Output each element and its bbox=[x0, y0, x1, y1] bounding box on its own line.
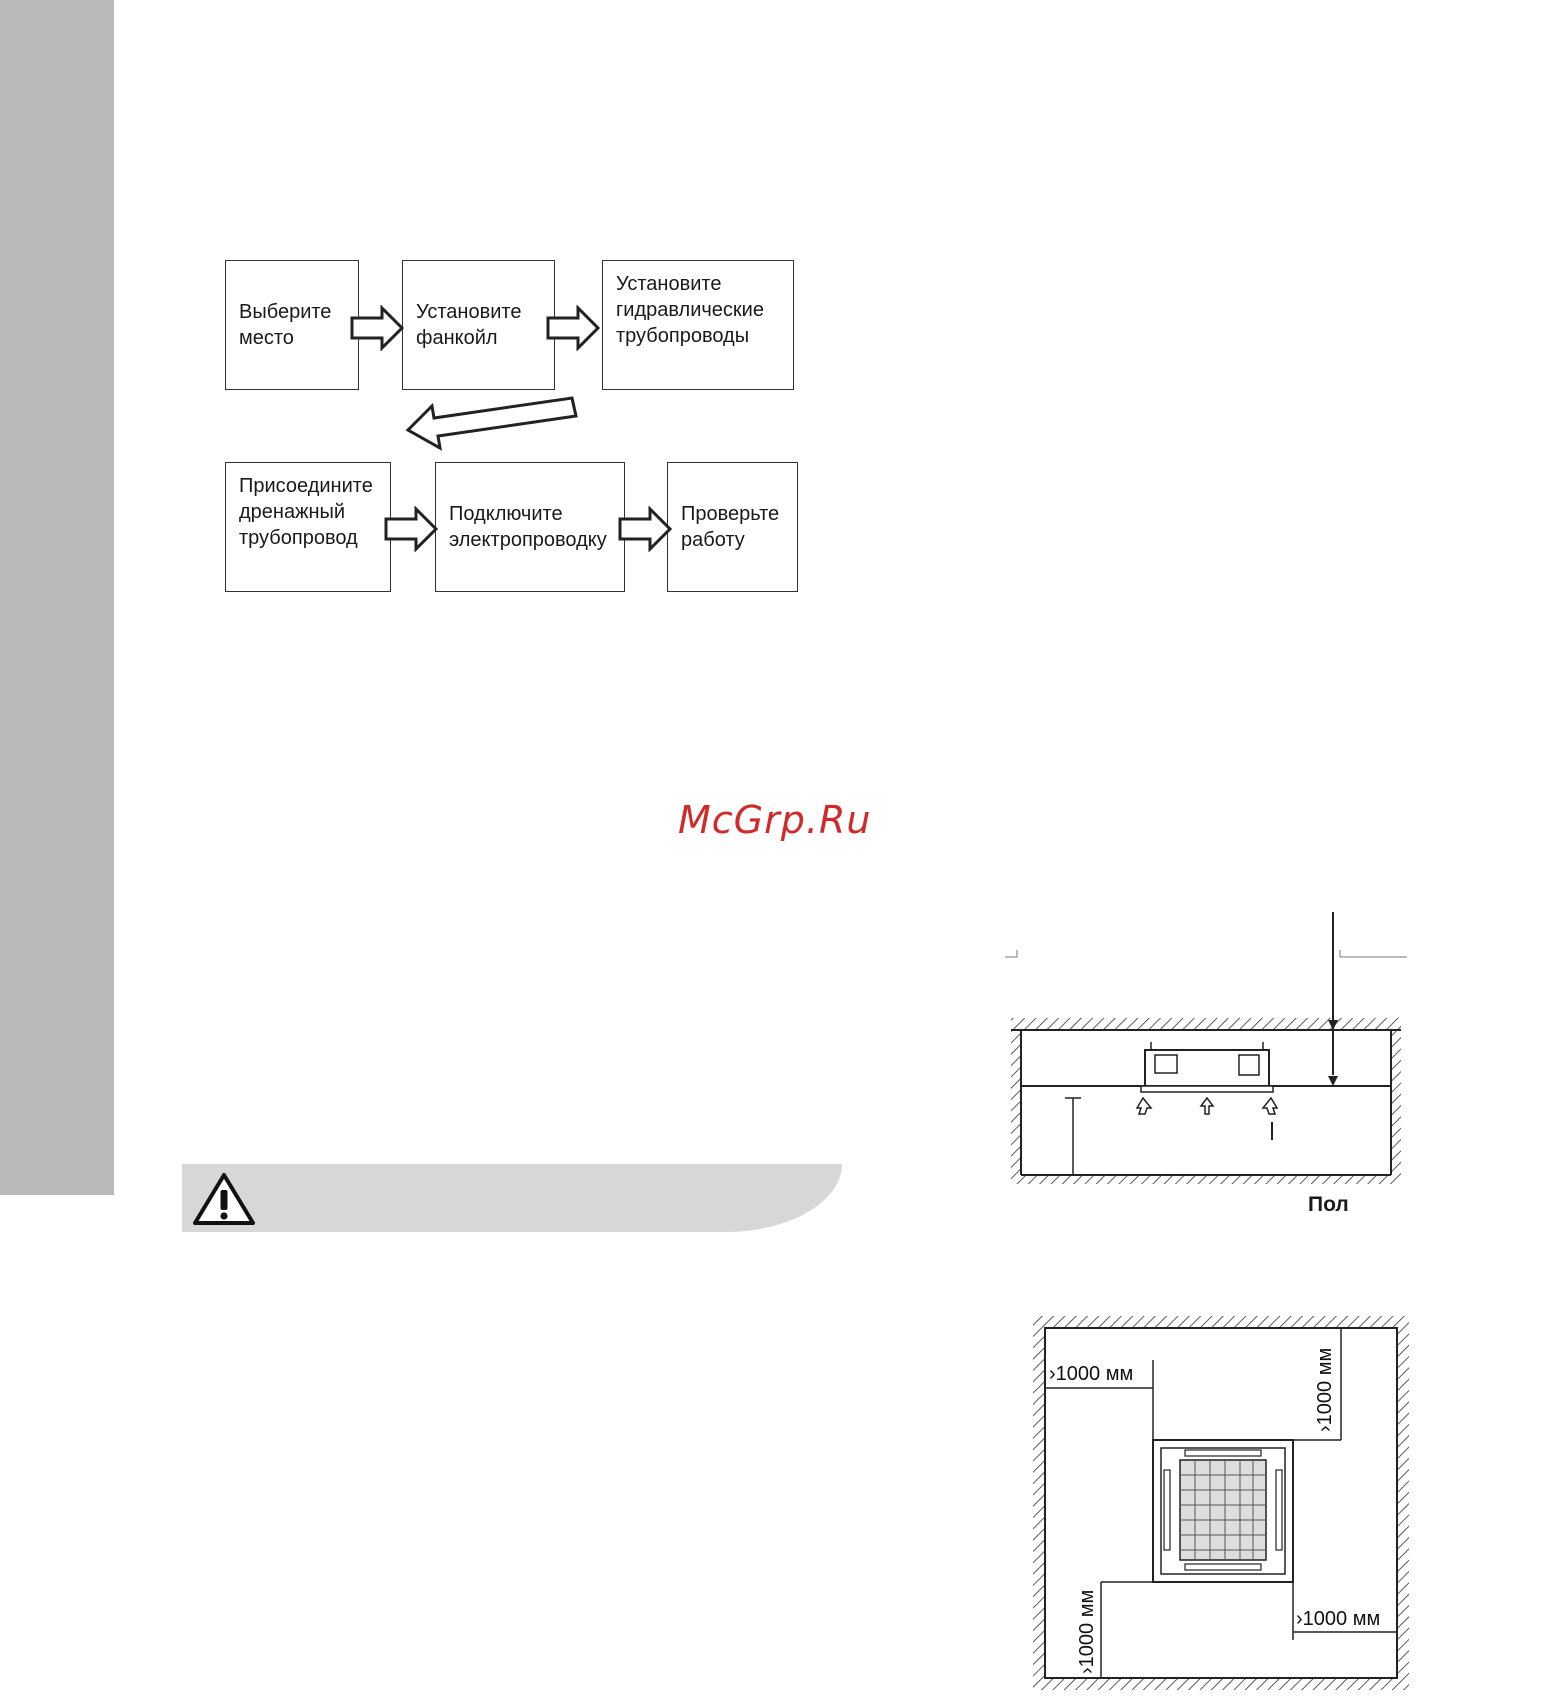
clearance-bottom-label: ›1000 мм bbox=[1076, 1589, 1098, 1674]
clearance-left-label: ›1000 мм bbox=[1049, 1363, 1134, 1385]
return-arrow-icon bbox=[402, 392, 582, 452]
step-choose-location-text: Выберите место bbox=[239, 301, 332, 349]
step-connect-wiring bbox=[435, 462, 625, 592]
right-arrow-icon bbox=[618, 506, 674, 552]
warning-triangle-icon bbox=[192, 1172, 256, 1226]
step-connect-drain-text: Присоедините дренажный трубопровод bbox=[239, 475, 373, 549]
right-arrow-icon bbox=[350, 305, 406, 351]
elevation-diagram bbox=[995, 900, 1415, 1190]
clearance-top-label: ›1000 мм bbox=[1314, 1347, 1336, 1432]
step-install-fancoil bbox=[402, 260, 555, 390]
floor-label: Пол bbox=[1308, 1193, 1349, 1216]
step-check-operation bbox=[667, 462, 798, 592]
step-check-operation-text: Проверьте работу bbox=[681, 503, 780, 551]
step-install-water-pipes-text: Установите гидравлические трубопроводы bbox=[616, 273, 764, 347]
step-choose-location bbox=[225, 260, 359, 390]
clearance-right-label: ›1000 мм bbox=[1296, 1608, 1381, 1630]
side-tab-strip bbox=[0, 0, 114, 1195]
step-connect-wiring-text: Подключите электропроводку bbox=[449, 503, 607, 551]
watermark: McGrp.Ru bbox=[678, 798, 872, 842]
step-install-water-pipes bbox=[602, 260, 794, 390]
step-connect-drain bbox=[225, 462, 391, 592]
step-install-fancoil-text: Установите фанкойл bbox=[416, 301, 522, 349]
plan-clearance-diagram bbox=[1025, 1310, 1417, 1696]
warning-bar bbox=[182, 1164, 842, 1232]
right-arrow-icon bbox=[546, 305, 602, 351]
right-arrow-icon bbox=[384, 506, 440, 552]
